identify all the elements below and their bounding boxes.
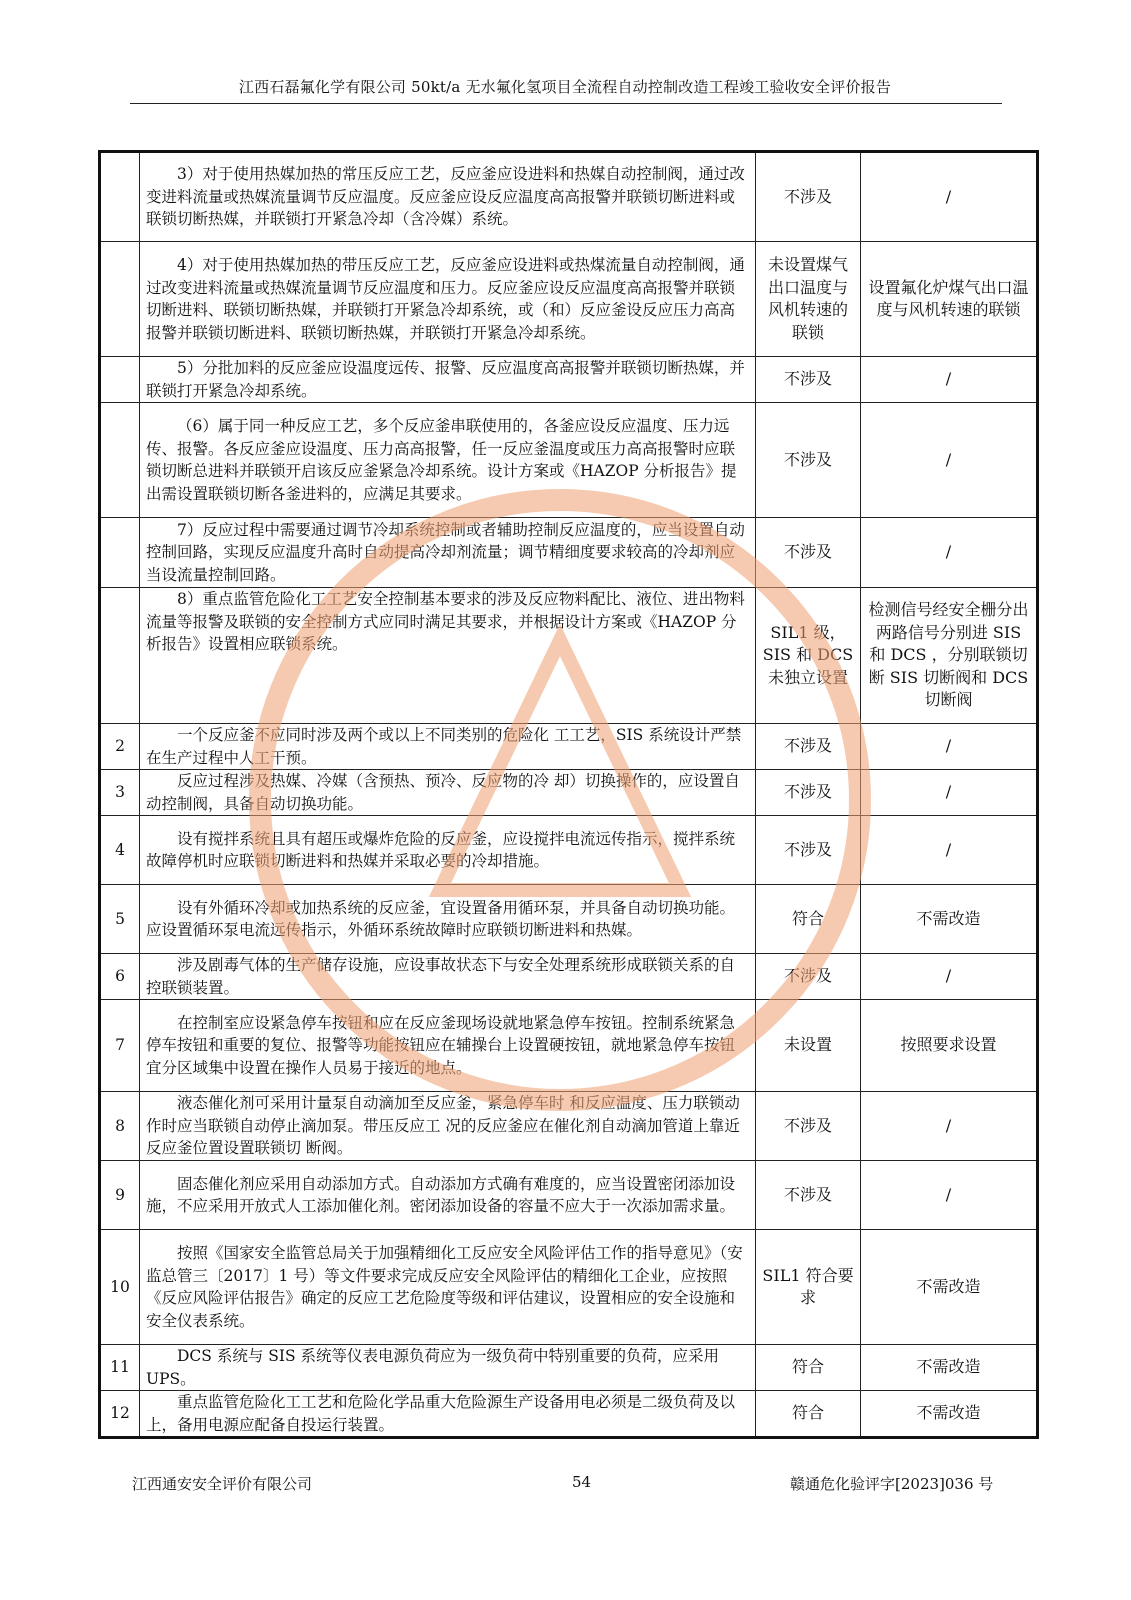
rectification-measure: / xyxy=(861,1161,1038,1230)
requirement-text: 一个反应釜不应同时涉及两个或以上不同类别的危险化 工工艺，SIS 系统设计严禁在生产过程中人工干预。 xyxy=(140,724,756,770)
table-row xyxy=(100,816,1038,885)
row-number: 8 xyxy=(100,1092,140,1161)
rectification-measure: / xyxy=(861,954,1038,1000)
check-result: 未设置 xyxy=(756,1000,861,1092)
check-result: 不涉及 xyxy=(756,770,861,816)
requirement-text: 设有搅拌系统且具有超压或爆炸危险的反应釜，应设搅拌电流远传指示，搅拌系统故障停机时应联锁切断进料和热媒并采取必要的冷却措施。 xyxy=(140,816,756,885)
requirement-text: 固态催化剂应采用自动添加方式。自动添加方式确有难度的，应当设置密闭添加设施，不应采用开放式人工添加催化剂。密闭添加设备的容量不应大于一次添加需求量。 xyxy=(140,1161,756,1230)
requirement-text: 液态催化剂可采用计量泵自动滴加至反应釜，紧急停车时 和反应温度、压力联锁动作时应当联锁自动停止滴加泵。带压反应工 况的反应釜应在催化剂自动滴加管道上靠近反应釜位置设置联锁切 断阀。 xyxy=(140,1092,756,1161)
safety-check-table xyxy=(98,150,1039,1439)
table-row xyxy=(100,1345,1038,1391)
check-result: 符合 xyxy=(756,1345,861,1391)
requirement-text: 3）对于使用热媒加热的常压反应工艺，反应釜应设进料和热媒自动控制阀，通过改变进料流量或热媒流量调节反应温度。反应釜应设反应温度高高报警并联锁切断进料或联锁切断热媒，并联锁打开紧急冷却（含冷媒）系统。 xyxy=(140,152,756,242)
row-number xyxy=(100,588,140,724)
check-result: 不涉及 xyxy=(756,357,861,403)
table-row xyxy=(100,1230,1038,1345)
check-result: 不涉及 xyxy=(756,1161,861,1230)
table-row xyxy=(100,1391,1038,1438)
check-result: 不涉及 xyxy=(756,152,861,242)
page-header: 江西石磊氟化学有限公司 50kt/a 无水氟化氢项目全流程自动控制改造工程竣工验收安全评价报告 xyxy=(238,78,892,96)
requirement-text: DCS 系统与 SIS 系统等仪表电源负荷应为一级负荷中特别重要的负荷，应采用 UPS。 xyxy=(140,1345,756,1391)
table-row xyxy=(100,403,1038,518)
rectification-measure: / xyxy=(861,816,1038,885)
table-row xyxy=(100,1000,1038,1092)
requirement-text: 5）分批加料的反应釜应设温度远传、报警、反应温度高高报警并联锁切断热媒，并联锁打开紧急冷却系统。 xyxy=(140,357,756,403)
row-number: 6 xyxy=(100,954,140,1000)
rectification-measure: 按照要求设置 xyxy=(861,1000,1038,1092)
row-number: 12 xyxy=(100,1391,140,1438)
row-number: 5 xyxy=(100,885,140,954)
check-result: 不涉及 xyxy=(756,724,861,770)
row-number: 3 xyxy=(100,770,140,816)
row-number xyxy=(100,242,140,357)
rectification-measure: 不需改造 xyxy=(861,885,1038,954)
check-result: 符合 xyxy=(756,1391,861,1438)
rectification-measure: 不需改造 xyxy=(861,1345,1038,1391)
requirement-text: 在控制室应设紧急停车按钮和应在反应釜现场设就地紧急停车按钮。控制系统紧急停车按钮和重要的复位、报警等功能按钮应在辅操台上设置硬按钮，就地紧急停车按钮宜分区域集中设置在操作人员易于接近的地点。 xyxy=(140,1000,756,1092)
requirement-text: 反应过程涉及热媒、冷媒（含预热、预冷、反应物的冷 却）切换操作的，应设置自动控制阀，具备自动切换功能。 xyxy=(140,770,756,816)
table-row xyxy=(100,1161,1038,1230)
page-number: 54 xyxy=(572,1473,592,1491)
table-row xyxy=(100,242,1038,357)
check-result: 未设置煤气出口温度与风机转速的联锁 xyxy=(756,242,861,357)
requirement-text: 4）对于使用热媒加热的带压反应工艺，反应釜应设进料或热煤流量自动控制阀，通过改变进料流量或热媒流量调节反应温度和压力。反应釜应设反应温度高高报警并联锁切断进料、联锁切断热媒，并联锁打开紧急冷却系统，或（和）反应釜设反应压力高高报警并联锁切断进料、联锁切断热媒，并联锁打开紧急冷却系统。 xyxy=(140,242,756,357)
row-number: 10 xyxy=(100,1230,140,1345)
row-number xyxy=(100,152,140,242)
check-result: SIL1 符合要求 xyxy=(756,1230,861,1345)
rectification-measure: 检测信号经安全栅分出两路信号分别进 SIS 和 DCS ，分别联锁切断 SIS 切断阀和 DCS 切断阀 xyxy=(861,588,1038,724)
requirement-text: 设有外循环冷却或加热系统的反应釜，宜设置备用循环泵，并具备自动切换功能。应设置循环泵电流远传指示，外循环系统故障时应联锁切断进料和热媒。 xyxy=(140,885,756,954)
table-row xyxy=(100,588,1038,724)
header-divider xyxy=(130,103,1002,104)
row-number xyxy=(100,518,140,588)
check-result: 符合 xyxy=(756,885,861,954)
check-result: 不涉及 xyxy=(756,403,861,518)
table-row xyxy=(100,518,1038,588)
rectification-measure: / xyxy=(861,357,1038,403)
row-number: 11 xyxy=(100,1345,140,1391)
rectification-measure: 不需改造 xyxy=(861,1230,1038,1345)
rectification-measure: / xyxy=(861,1092,1038,1161)
rectification-measure: 设置氟化炉煤气出口温度与风机转速的联锁 xyxy=(861,242,1038,357)
rectification-measure: 不需改造 xyxy=(861,1391,1038,1438)
rectification-measure: / xyxy=(861,518,1038,588)
check-result: SIL1 级，SIS 和 DCS 未独立设置 xyxy=(756,588,861,724)
check-result: 不涉及 xyxy=(756,816,861,885)
table-row xyxy=(100,885,1038,954)
requirement-text: 按照《国家安全监管总局关于加强精细化工反应安全风险评估工作的指导意见》（安监总管三〔2017〕1 号）等文件要求完成反应安全风险评估的精细化工企业，应按照《反应风险评估报告》确定的反应工艺危险度等级和评估建议，设置相应的安全设施和安全仪表系统。 xyxy=(140,1230,756,1345)
row-number: 9 xyxy=(100,1161,140,1230)
table-row xyxy=(100,770,1038,816)
row-number: 4 xyxy=(100,816,140,885)
requirement-text: 7）反应过程中需要通过调节冷却系统控制或者辅助控制反应温度的，应当设置自动控制回路，实现反应温度升高时自动提高冷却剂流量；调节精细度要求较高的冷却剂应当设流量控制回路。 xyxy=(140,518,756,588)
table-row xyxy=(100,724,1038,770)
rectification-measure: / xyxy=(861,770,1038,816)
check-result: 不涉及 xyxy=(756,518,861,588)
row-number xyxy=(100,403,140,518)
row-number xyxy=(100,357,140,403)
check-result: 不涉及 xyxy=(756,954,861,1000)
rectification-measure: / xyxy=(861,152,1038,242)
table-row xyxy=(100,1092,1038,1161)
table-row xyxy=(100,954,1038,1000)
requirement-text: 涉及剧毒气体的生产储存设施，应设事故状态下与安全处理系统形成联锁关系的自控联锁装置。 xyxy=(140,954,756,1000)
requirement-text: 8）重点监管危险化工工艺安全控制基本要求的涉及反应物料配比、液位、进出物料流量等报警及联锁的安全控制方式应同时满足其要求，并根据设计方案或《HAZOP 分析报告》设置相应联锁系统。 xyxy=(140,588,756,724)
table-row xyxy=(100,152,1038,242)
footer-document-number: 赣通危化验评字[2023]036 号 xyxy=(790,1475,994,1493)
requirement-text: （6）属于同一种反应工艺，多个反应釜串联使用的，各釜应设反应温度、压力远传、报警。各反应釜应设温度、压力高高报警，任一反应釜温度或压力高高报警时应联锁切断总进料并联锁开启该反应釜紧急冷却系统。设计方案或《HAZOP 分析报告》提出需设置联锁切断各釜进料的，应满足其要求。 xyxy=(140,403,756,518)
check-result: 不涉及 xyxy=(756,1092,861,1161)
rectification-measure: / xyxy=(861,403,1038,518)
rectification-measure: / xyxy=(861,724,1038,770)
row-number: 7 xyxy=(100,1000,140,1092)
requirement-text: 重点监管危险化工工艺和危险化学品重大危险源生产设备用电必须是二级负荷及以上，备用电源应配备自投运行装置。 xyxy=(140,1391,756,1438)
footer-company: 江西通安安全评价有限公司 xyxy=(132,1475,313,1493)
table-row xyxy=(100,357,1038,403)
row-number: 2 xyxy=(100,724,140,770)
